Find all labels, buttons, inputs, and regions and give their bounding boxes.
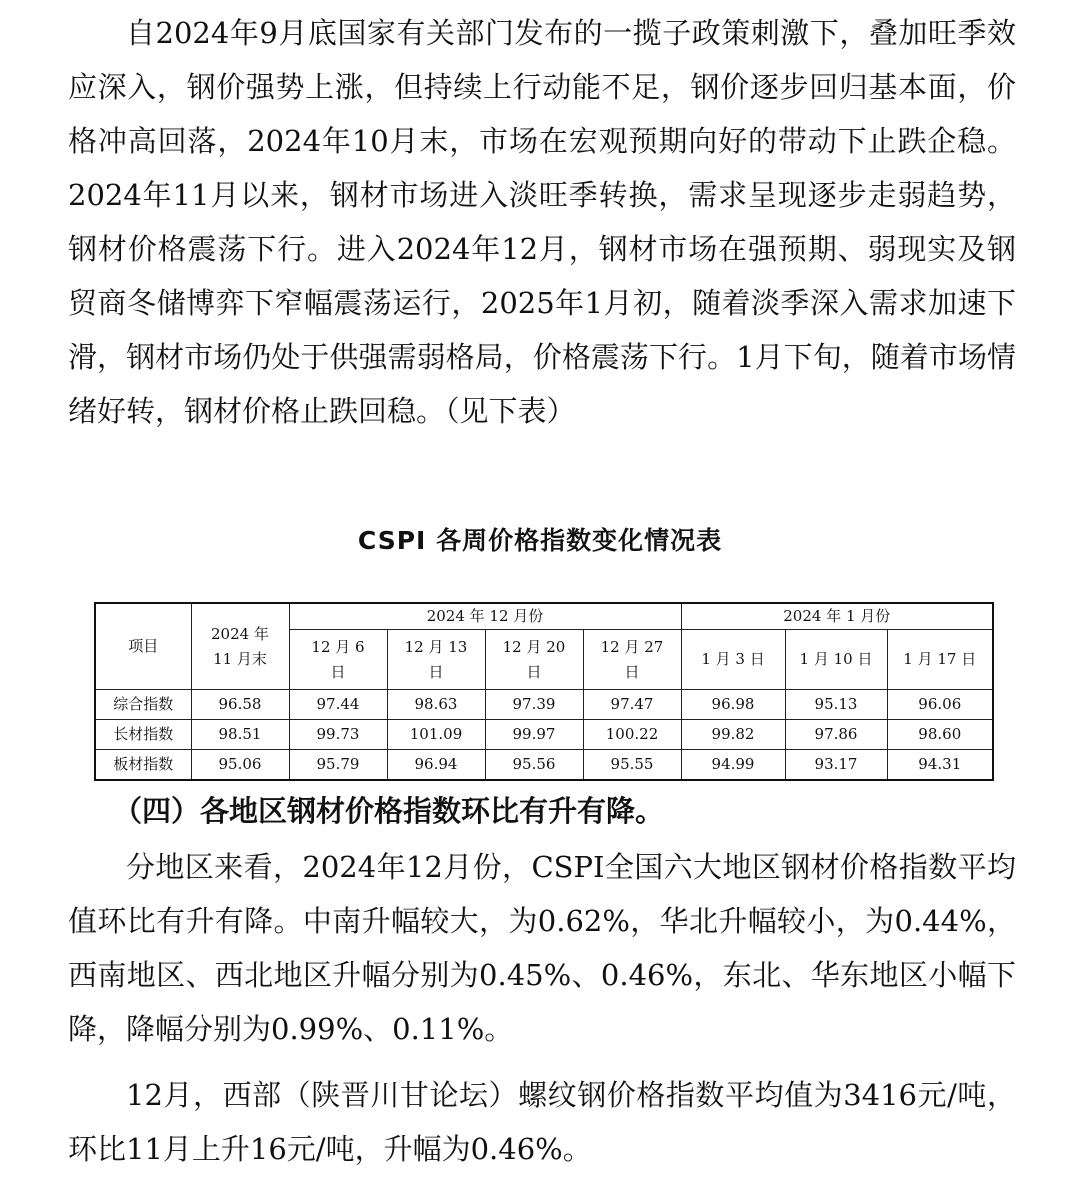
header-dec13-line1: 12 月 13 [404, 637, 468, 656]
table-cell: 94.99 [681, 750, 785, 780]
table-row [95, 720, 993, 750]
table-cell: 98.60 [887, 720, 993, 750]
header-nov-line2: 11 月末 [213, 649, 267, 668]
table-cell: 95.56 [485, 750, 583, 780]
table-cell: 95.06 [191, 750, 289, 780]
header-dec-6 [289, 630, 387, 690]
table-cell: 99.97 [485, 720, 583, 750]
header-dec20-line1: 12 月 20 [502, 637, 566, 656]
table-cell: 94.31 [887, 750, 993, 780]
section-heading-regional: （四）各地区钢材价格指数环比有升有降。 [112, 794, 664, 828]
cspi-weekly-index-table [94, 602, 994, 781]
header-dec6-line1: 12 月 6 [311, 637, 365, 656]
row-label: 板材指数 [95, 750, 191, 780]
header-group-december: 2024 年 12 月份 [289, 603, 681, 630]
header-item: 项目 [95, 603, 191, 690]
header-jan-17: 1 月 17 日 [887, 630, 993, 690]
table-cell: 96.58 [191, 690, 289, 720]
table-cell: 98.51 [191, 720, 289, 750]
header-jan-3: 1 月 3 日 [681, 630, 785, 690]
table-cell: 95.13 [785, 690, 887, 720]
table-cell: 97.39 [485, 690, 583, 720]
header-dec27-line1: 12 月 27 [600, 637, 664, 656]
table-cell: 96.94 [387, 750, 485, 780]
table-cell: 96.06 [887, 690, 993, 720]
paragraph-market-review: 自2024年9月底国家有关部门发布的一揽子政策刺激下，叠加旺季效应深入，钢价强势上涨，但持续上行动能不足，钢价逐步回归基本面，价格冲高回落，2024年10月末，市场在宏观预期向好的带动下止跌企稳。2024年11月以来，钢材市场进入淡旺季转换，需求呈现逐步走弱趋势，钢材价格震荡下行。进入2024年12月，钢材市场在强预期、弱现实及钢贸商冬储博弈下窄幅震荡运行，2025年1月初，随着淡季深入需求加速下滑，钢材市场仍处于供强需弱格局，价格震荡下行。1月下旬，随着市场情绪好转，钢材价格止跌回稳。（见下表） [68, 16, 1016, 428]
header-group-january: 2024 年 1 月份 [681, 603, 993, 630]
header-jan-10: 1 月 10 日 [785, 630, 887, 690]
header-nov-line1: 2024 年 [211, 624, 269, 643]
header-dec27-line2: 日 [624, 662, 640, 681]
row-label: 综合指数 [95, 690, 191, 720]
table-cell: 97.44 [289, 690, 387, 720]
table-row [95, 690, 993, 720]
table-cell: 98.63 [387, 690, 485, 720]
table-cell: 95.55 [583, 750, 681, 780]
header-dec6-line2: 日 [330, 662, 346, 681]
table-cell: 96.98 [681, 690, 785, 720]
header-nov-end [191, 603, 289, 690]
header-dec20-line2: 日 [526, 662, 542, 681]
table-cell: 99.73 [289, 720, 387, 750]
table-cell: 93.17 [785, 750, 887, 780]
table-cell: 101.09 [387, 720, 485, 750]
table-cell: 99.82 [681, 720, 785, 750]
table-row [95, 750, 993, 780]
paragraph-western-rebar: 12月，西部（陕晋川甘论坛）螺纹钢价格指数平均值为3416元/吨，环比11月上升16元/吨，升幅为0.46%。 [68, 1078, 1016, 1166]
header-dec-20 [485, 630, 583, 690]
header-dec-27 [583, 630, 681, 690]
header-dec13-line2: 日 [428, 662, 444, 681]
table-cell: 97.86 [785, 720, 887, 750]
header-dec-13 [387, 630, 485, 690]
row-label: 长材指数 [95, 720, 191, 750]
table-cell: 95.79 [289, 750, 387, 780]
table-cell: 100.22 [583, 720, 681, 750]
table-cell: 97.47 [583, 690, 681, 720]
table-title: CSPI 各周价格指数变化情况表 [357, 526, 723, 555]
paragraph-regional-analysis: 分地区来看，2024年12月份，CSPI全国六大地区钢材价格指数平均值环比有升有降。中南升幅较大，为0.62%，华北升幅较小，为0.44%，西南地区、西北地区升幅分别为0.45%、0.46%，东北、华东地区小幅下降，降幅分别为0.99%、0.11%。 [68, 850, 1016, 1046]
